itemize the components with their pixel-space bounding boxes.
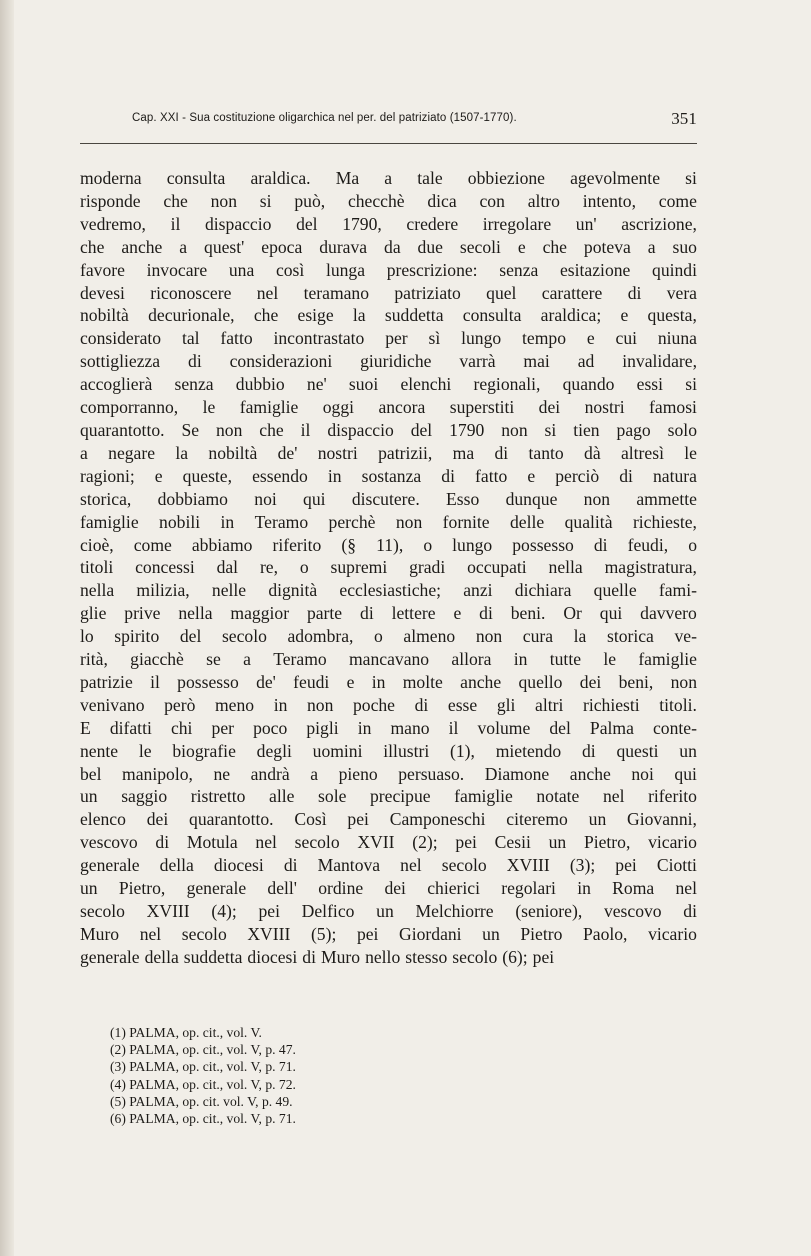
page-number: 351 [671,109,697,128]
body-line: rità, giacchè se a Teramo mancavano allora in tutte le famiglie [80,649,697,670]
footnotes [110,1024,296,1127]
body-line: risponde che non si può, checchè dica con altro intento, come [80,190,697,211]
body-line: devesi riconoscere nel teramano patriziato quel carattere di vera [80,282,697,303]
chapter-title: Cap. XXI - Sua costituzione oligarchica nel per. del patriziato (1507-1770). [132,112,517,124]
body-line: ragioni; e queste, essendo in sostanza di fatto e perciò di natura [80,465,697,486]
body-line: accoglierà senza dubbio ne' suoi elenchi regionali, quando essi si [80,374,697,395]
body-line: moderna consulta araldica. Ma a tale obbiezione agevolmente si [80,168,697,188]
body-line: a negare la nobiltà de' nostri patrizii, ma di tanto dà altresì le [80,442,697,463]
body-line: sottigliezza di considerazioni giuridiche varrà mai ad invalidare, [80,351,697,372]
body-line: un Pietro, generale dell' ordine dei chierici regolari in Roma nel [80,878,697,899]
body-line: vedremo, il dispaccio del 1790, credere irregolare un' ascrizione, [80,213,697,234]
body-line: comporranno, le famiglie oggi ancora superstiti dei nostri famosi [80,397,697,418]
body-line: che anche a quest' epoca durava da due secoli e che poteva a suo [80,236,697,257]
body-line: venivano però meno in non poche di esse gli altri richiesti titoli. [80,694,697,715]
body-line: Muro nel secolo XVIII (5); pei Giordani un Pietro Paolo, vicario [80,923,697,944]
body-line: considerato tal fatto incontrastato per sì lungo tempo e cui niuna [80,328,697,349]
header-rule [80,143,697,144]
running-header [132,109,697,128]
body-line: titoli concessi dal re, o supremi gradi occupati nella magistratura, [80,557,697,578]
footnote: (6) PALMA, op. cit., vol. V, p. 71. [110,1111,296,1127]
body-line: E difatti chi per poco pigli in mano il volume del Palma conte- [80,717,697,738]
page-gutter [0,0,14,1256]
body-line: nella milizia, nelle dignità ecclesiastiche; anzi dichiara quelle fami- [80,580,697,601]
footnote: (2) PALMA, op. cit., vol. V, p. 47. [110,1042,296,1058]
body-text [80,167,697,969]
body-line: cioè, come abbiamo riferito (§ 11), o lungo possesso di feudi, o [80,534,697,555]
body-line: quarantotto. Se non che il dispaccio del 1790 non si tien pago solo [80,419,697,440]
body-line: glie prive nella maggior parte di lettere e di beni. Or qui davvero [80,603,697,624]
body-line: bel manipolo, ne andrà a pieno persuaso. Diamone anche noi qui [80,763,697,784]
body-line: nente le biografie degli uomini illustri (1), mietendo di questi un [80,740,697,761]
body-line: favore invocare una così lunga prescrizione: senza esitazione quindi [80,259,697,280]
body-line: nobiltà decurionale, che esige la suddetta consulta araldica; e questa, [80,305,697,326]
footnote: (3) PALMA, op. cit., vol. V, p. 71. [110,1059,296,1075]
body-line: generale della diocesi di Mantova nel secolo XVIII (3); pei Ciotti [80,855,697,876]
body-line: secolo XVIII (4); pei Delfico un Melchiorre (seniore), vescovo di [80,901,697,921]
body-line: famiglie nobili in Teramo perchè non fornite delle qualità richieste, [80,511,697,532]
body-line: lo spirito del secolo adombra, o almeno non cura la storica ve- [80,626,697,647]
body-line: patrizie il possesso de' feudi e in molte anche quello dei beni, non [80,671,697,692]
body-line: elenco dei quarantotto. Così pei Camponeschi citeremo un Giovanni, [80,809,697,830]
body-line: vescovo di Motula nel secolo XVII (2); pei Cesii un Pietro, vicario [80,832,697,853]
footnote: (1) PALMA, op. cit., vol. V. [110,1025,262,1040]
footnote: (4) PALMA, op. cit., vol. V, p. 72. [110,1076,296,1092]
body-line: generale della suddetta diocesi di Muro nello stesso secolo (6); pei [80,946,555,967]
body-line: un saggio ristretto alle sole precipue famiglie notate nel riferito [80,786,697,807]
body-line: storica, dobbiamo noi qui discutere. Esso dunque non ammette [80,488,697,509]
footnote: (5) PALMA, op. cit. vol. V, p. 49. [110,1093,293,1109]
